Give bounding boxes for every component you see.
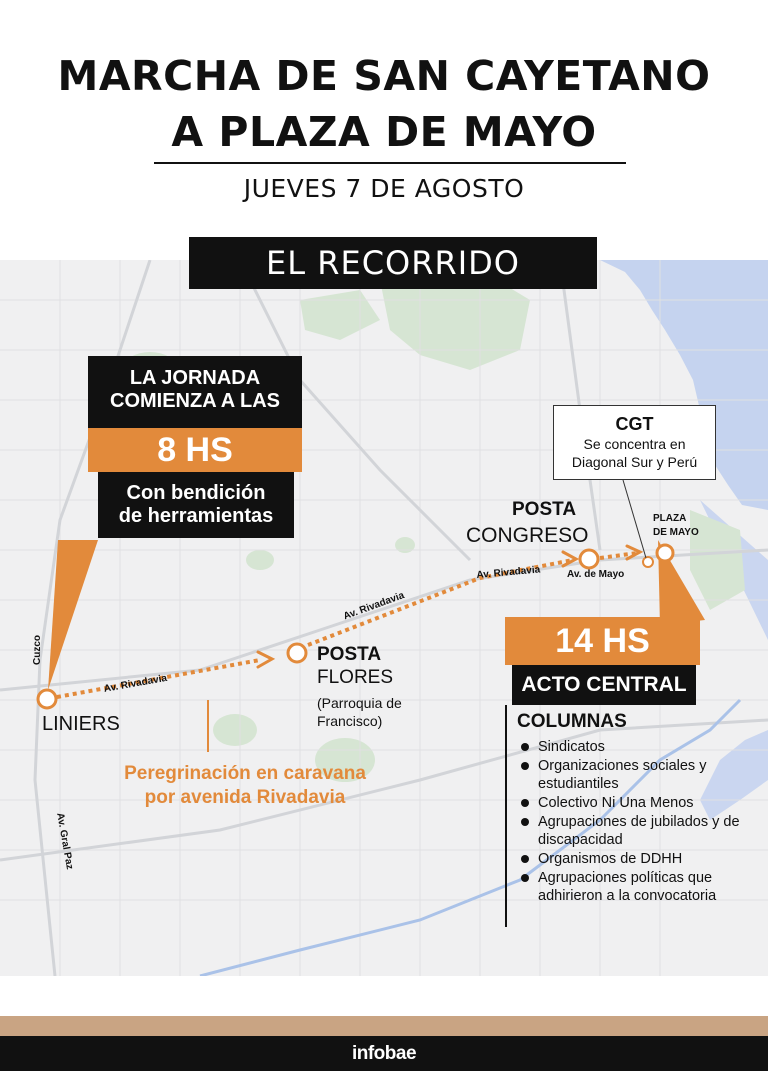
footer-band [0, 1016, 768, 1036]
columnas-item: Colectivo Ni Una Menos [517, 794, 747, 812]
event-date: JUEVES 7 DE AGOSTO [243, 174, 525, 203]
cgt-title: CGT [615, 414, 654, 434]
pilgrimage-label [90, 762, 400, 810]
street-cuzco: Cuzco [32, 635, 43, 665]
title-divider [154, 162, 626, 164]
plaza-label-line2: DE MAYO [653, 527, 699, 538]
street-av-de-mayo: Av. de Mayo [567, 569, 625, 580]
street-rivadavia-3: Av. Rivadavia [476, 564, 541, 581]
start-time: 8 HS [88, 428, 302, 472]
columnas-item: Organizaciones sociales y estudiantiles [517, 757, 747, 793]
street-gral-paz: Av. Gral Paz [54, 812, 75, 871]
pilgrimage-line1: Peregrinación en caravana [124, 763, 366, 784]
start-callout-detail [98, 472, 294, 538]
columnas-title: COLUMNAS [517, 711, 627, 732]
start-detail-line2: de herramientas [118, 505, 274, 527]
street-rivadavia-1: Av. Rivadavia [103, 672, 168, 695]
columnas-rule [505, 705, 507, 927]
footer-brand: infobae [0, 1036, 768, 1071]
cgt-line1: Se concentra en [583, 436, 686, 452]
columnas-list [517, 711, 747, 906]
liniers-label: LINIERS [42, 713, 120, 735]
columnas-item: Organismos de DDHH [517, 850, 747, 868]
title-line-1: MARCHA DE SAN CAYETANO [57, 52, 711, 100]
title-line-2: A PLAZA DE MAYO [171, 108, 597, 156]
flores-name-label: FLORES [317, 667, 394, 688]
start-callout-line1: LA JORNADA [129, 367, 261, 389]
start-callout-header [88, 356, 302, 428]
flores-posta-label: POSTA [317, 644, 382, 665]
columnas-item: Agrupaciones políticas que adhirieron a la convocatoria [517, 869, 747, 905]
start-detail-line1: Con bendición [126, 482, 266, 504]
cgt-callout [553, 405, 716, 480]
congreso-name-label: CONGRESO [466, 524, 589, 547]
flores-note-line2: Francisco) [317, 713, 383, 729]
cgt-line2: Diagonal Sur y Perú [571, 454, 698, 470]
acto-label: ACTO CENTRAL [512, 665, 696, 705]
plaza-label-line1: PLAZA [653, 513, 687, 524]
columnas-item: Agrupaciones de jubilados y de discapacidad [517, 813, 747, 849]
acto-time: 14 HS [505, 617, 700, 665]
section-label: EL RECORRIDO [189, 237, 597, 289]
start-callout-line2: COMIENZA A LAS [110, 390, 280, 412]
pilgrimage-line2: por avenida Rivadavia [144, 787, 346, 808]
congreso-posta-label: POSTA [512, 499, 577, 520]
flores-note-line1: (Parroquia de [317, 695, 402, 711]
columnas-item: Sindicatos [517, 738, 747, 756]
street-rivadavia-2: Av. Rivadavia [342, 590, 406, 623]
